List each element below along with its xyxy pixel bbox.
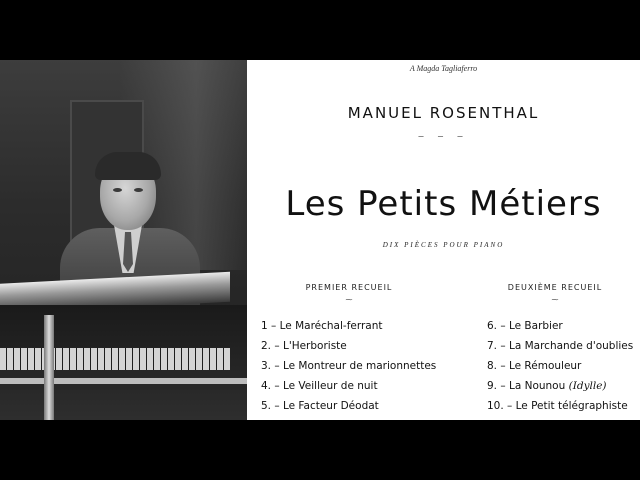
dedication: A Magda Tagliaferro — [409, 64, 478, 73]
divider-dashes: – – – — [418, 131, 469, 142]
second-collection-heading: DEUXIÈME RECUEIL — [507, 283, 603, 292]
list-item: 2. – L'Herboriste — [261, 340, 347, 352]
piano-frame-post — [44, 315, 54, 420]
composer-photo — [0, 60, 247, 420]
piece-note: (Idylle) — [568, 380, 607, 392]
work-subtitle: DIX PIÈCES POUR PIANO — [382, 241, 505, 249]
composer-hair — [95, 152, 161, 180]
first-collection-list — [261, 318, 471, 418]
left-eye — [113, 188, 122, 192]
list-item: 5. – Le Facteur Déodat — [261, 400, 379, 412]
list-item: 8. – Le Rémouleur — [487, 360, 582, 372]
letterbox-bottom — [0, 420, 640, 480]
list-item: 10. – Le Petit télégraphiste — [487, 400, 628, 412]
list-item: 7. – La Marchande d'oublies — [487, 340, 634, 352]
first-collection-heading: PREMIER RECUEIL — [305, 283, 393, 292]
work-title: Les Petits Métiers — [285, 184, 602, 224]
second-collection-ornament: ⁓ — [551, 296, 559, 304]
list-item: 1 – Le Maréchal-ferrant — [261, 320, 383, 332]
video-frame[interactable] — [0, 60, 640, 420]
piano-keys — [0, 348, 230, 370]
list-item: 4. – Le Veilleur de nuit — [261, 380, 378, 392]
letterbox-top — [0, 0, 640, 60]
score-cover-page — [247, 60, 640, 420]
right-eye — [134, 188, 143, 192]
list-item: 3. – Le Montreur de marionnettes — [261, 360, 437, 372]
list-item: 9. – La Nounou (Idylle) — [487, 380, 607, 392]
list-item: 6. – Le Barbier — [487, 320, 563, 332]
second-collection-list — [487, 318, 637, 418]
piano-rim — [0, 378, 247, 384]
first-collection-ornament: ⁓ — [345, 296, 353, 304]
composer-name: MANUEL ROSENTHAL — [347, 104, 540, 122]
